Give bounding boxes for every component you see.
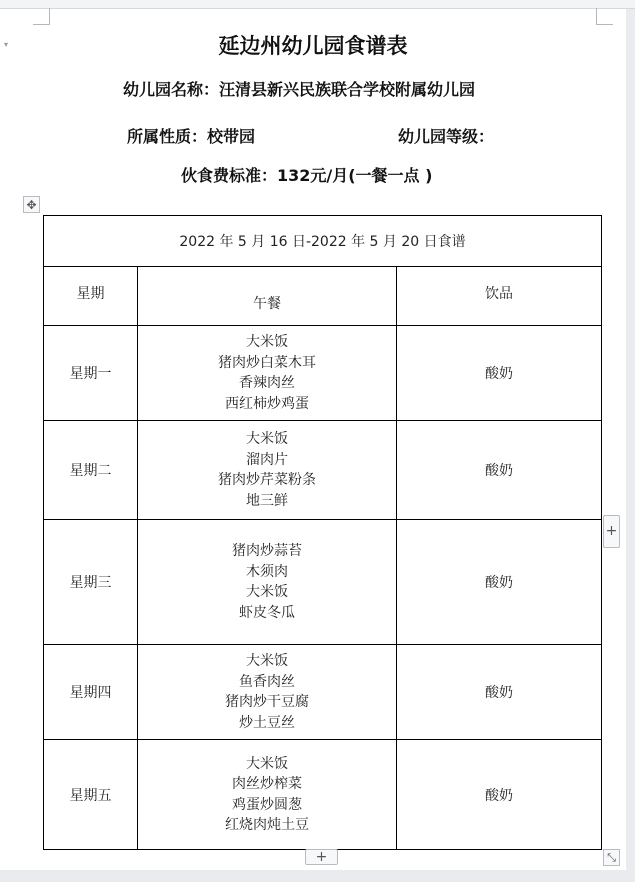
margin-corner-top-right (596, 8, 613, 25)
day-cell: 星期二 (44, 421, 138, 520)
table-row (44, 645, 602, 740)
header-drink-label: 饮品 (485, 286, 513, 302)
table-move-icon[interactable]: ✥ (23, 196, 40, 213)
dish: 鸡蛋炒圆葱 (232, 796, 302, 813)
margin-corner-top-left (33, 8, 50, 25)
drink-cell: 酸奶 (397, 421, 602, 520)
table-row (44, 520, 602, 645)
table-row (44, 740, 602, 850)
drink-cell: 酸奶 (397, 740, 602, 850)
dish: 大米饭 (246, 334, 288, 350)
dish: 西红柿炒鸡蛋 (225, 395, 309, 412)
dish: 木须肉 (246, 563, 288, 580)
day-cell: 星期三 (44, 520, 138, 645)
dish: 大米饭 (246, 755, 288, 772)
table-row (44, 421, 602, 520)
lunch-cell (138, 326, 397, 421)
header-lunch-label: 午餐 (253, 296, 281, 312)
dish: 大米饭 (246, 431, 288, 447)
dish: 猪肉炒干豆腐 (225, 694, 309, 710)
lunch-cell (138, 645, 397, 740)
dish: 地三鲜 (246, 492, 288, 509)
top-ruler (0, 0, 635, 9)
dish: 大米饭 (246, 584, 288, 600)
table-resize-icon[interactable]: ⤡ (603, 849, 620, 866)
document-title: 延边州幼儿园食谱表 (218, 34, 408, 58)
dish: 香辣肉丝 (239, 375, 295, 391)
date-range-cell: 2022 年 5 月 16 日-2022 年 5 月 20 日食谱 (44, 216, 602, 267)
nature-line: 所属性质：校带园 (127, 127, 256, 146)
dish: 猪肉炒蒜苔 (232, 543, 302, 559)
drink-cell: 酸奶 (397, 326, 602, 421)
header-drink (397, 267, 602, 326)
header-day (44, 267, 138, 326)
header-lunch (138, 267, 397, 326)
day-cell: 星期四 (44, 645, 138, 740)
drink-cell: 酸奶 (397, 645, 602, 740)
fee-line: 伙食费标准：132元/月(一餐一点 ) (181, 166, 433, 185)
dish: 炒土豆丝 (239, 714, 295, 731)
add-column-button[interactable]: + (603, 515, 620, 548)
lunch-cell (138, 421, 397, 520)
header-day-label: 星期 (76, 286, 105, 302)
lunch-cell (138, 520, 397, 645)
table-row (44, 326, 602, 421)
dish: 肉丝炒榨菜 (232, 776, 302, 792)
dish: 猪肉炒芹菜粉条 (218, 472, 316, 488)
menu-table (43, 215, 602, 850)
collapse-arrow-icon[interactable]: ▾ (4, 40, 9, 49)
dish: 溜肉片 (246, 451, 288, 468)
add-row-button[interactable]: + (305, 849, 338, 865)
kindergarten-name-line: 幼儿园名称：汪清县新兴民族联合学校附属幼儿园 (123, 80, 476, 99)
dish: 红烧肉炖土豆 (225, 817, 309, 833)
drink-cell: 酸奶 (397, 520, 602, 645)
dish: 大米饭 (246, 653, 288, 669)
grade-line: 幼儿园等级： (398, 127, 495, 146)
lunch-cell (138, 740, 397, 850)
day-cell: 星期一 (44, 326, 138, 421)
dish: 鱼香肉丝 (239, 673, 295, 690)
dish: 猪肉炒白菜木耳 (218, 354, 316, 371)
dish: 虾皮冬瓜 (239, 604, 295, 621)
day-cell: 星期五 (44, 740, 138, 850)
